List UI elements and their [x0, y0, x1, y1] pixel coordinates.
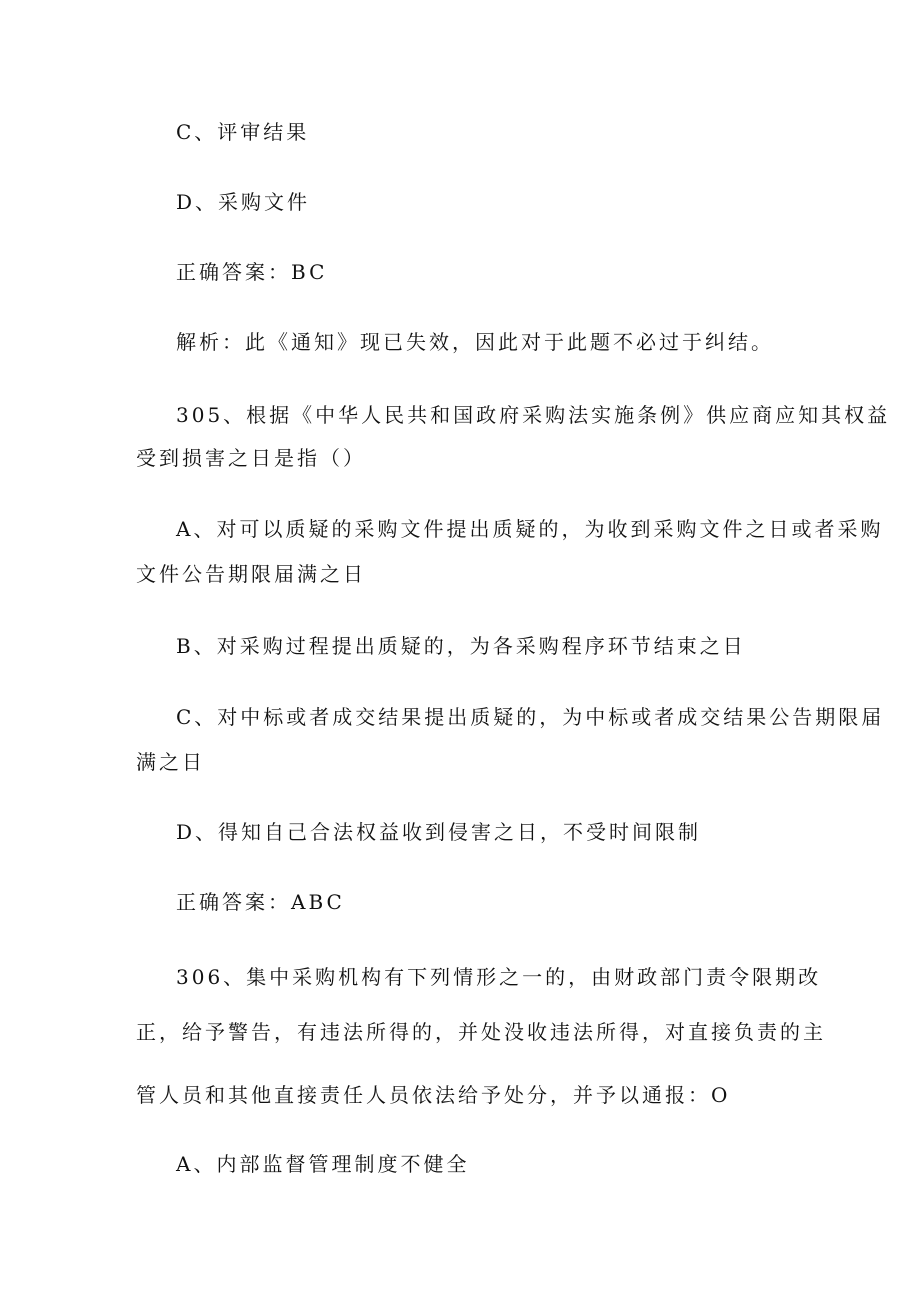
q305-option-c-line2: 满之日	[136, 750, 205, 774]
q305-answer: 正确答案：ABC	[176, 890, 345, 914]
q304-option-d: D、采购文件	[176, 190, 311, 214]
q305-option-c-line1: C、对中标或者成交结果提出质疑的，为中标或者成交结果公告期限届	[176, 705, 885, 729]
q306-stem-line1: 306、集中采购机构有下列情形之一的，由财政部门责令限期改	[176, 965, 822, 989]
q304-option-c: C、评审结果	[176, 120, 310, 144]
q305-option-d: D、得知自己合法权益收到侵害之日，不受时间限制	[176, 820, 702, 844]
q305-option-a-line2: 文件公告期限届满之日	[136, 562, 366, 586]
q305-option-a-line1: A、对可以质疑的采购文件提出质疑的，为收到采购文件之日或者采购	[176, 517, 884, 541]
q305-option-b: B、对采购过程提出质疑的，为各采购程序环节结束之日	[176, 634, 746, 658]
q304-answer: 正确答案：BC	[176, 260, 328, 284]
q306-stem-line3: 管人员和其他直接责任人员依法给予处分，并予以通报：O	[136, 1083, 731, 1107]
q305-stem-line2: 受到损害之日是指（）	[136, 446, 366, 470]
q304-analysis: 解析：此《通知》现已失效，因此对于此题不必过于纠结。	[176, 330, 774, 354]
q306-stem-line2: 正，给予警告，有违法所得的，并处没收违法所得，对直接负责的主	[136, 1020, 826, 1044]
q306-option-a: A、内部监督管理制度不健全	[176, 1152, 470, 1176]
q305-stem-line1: 305、根据《中华人民共和国政府采购法实施条例》供应商应知其权益	[176, 403, 891, 427]
